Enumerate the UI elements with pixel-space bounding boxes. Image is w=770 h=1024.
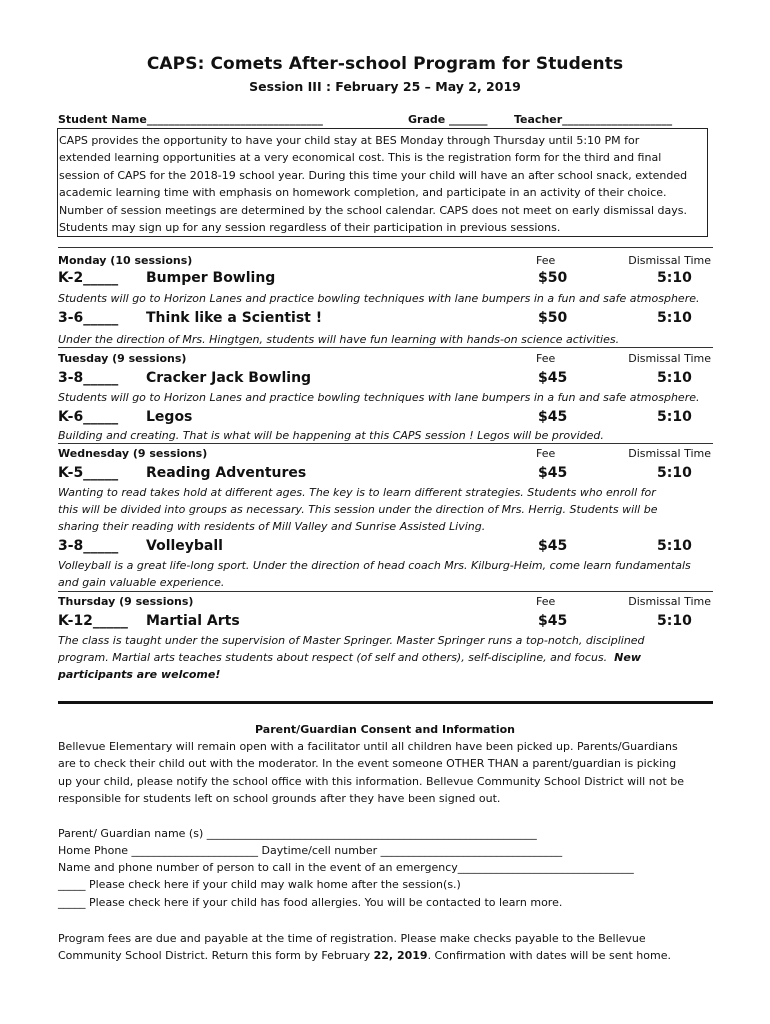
course-fee: $50 — [538, 310, 568, 326]
course-description: Students will go to Horizon Lanes and practice bowling techniques with lane bumpers in a fun and safe atmosphere. — [58, 292, 700, 305]
course-fee: $45 — [538, 409, 568, 425]
dismissal-column-label: Dismissal Time — [628, 447, 711, 460]
page-title: CAPS: Comets After-school Program for Students — [146, 54, 624, 74]
course-description: Students will go to Horizon Lanes and practice bowling techniques with lane bumpers in a fun and safe atmosphere. — [58, 391, 700, 404]
course-time: 5:10 — [657, 465, 692, 481]
course-cracker-jack-bowling — [58, 370, 713, 388]
intro-box — [57, 128, 708, 237]
consent-title: Parent/Guardian Consent and Information — [255, 723, 515, 736]
intro-line: extended learning opportunities at a very economical cost. This is the registration form for the third and final — [59, 151, 662, 165]
fee-column-label: Fee — [536, 595, 556, 608]
course-description: The class is taught under the supervision of Master Springer. Master Springer runs a top-notch, disciplined program. Martial arts teaches students about respect (of self and others), self-discipline, and focus. New participants are welcome! — [58, 634, 645, 681]
course-time: 5:10 — [657, 310, 692, 326]
fee-column-label: Fee — [536, 352, 556, 365]
intro-line: CAPS provides the opportunity to have your child stay at BES Monday through Thursday until 5:10 PM for — [59, 134, 640, 147]
course-name: Volleyball — [146, 538, 223, 554]
course-description: Building and creating. That is what will be happening at this CAPS session ! Legos will be provided. — [58, 429, 604, 442]
course-legos — [58, 409, 713, 427]
grade-blank[interactable]: K-5_____ — [58, 465, 119, 481]
course-fee: $45 — [538, 465, 568, 481]
emergency-contact-field[interactable]: Name and phone number of person to call in the event of an emergency________________________________ — [58, 861, 634, 874]
course-fee: $45 — [538, 613, 568, 629]
course-name: Think like a Scientist ! — [146, 310, 323, 326]
course-martial-arts — [58, 613, 713, 631]
bold-note: participants are welcome! — [58, 668, 221, 681]
guardian-name-field[interactable]: Parent/ Guardian name (s) ____________________________________________________________ — [58, 827, 537, 840]
course-fee: $45 — [538, 538, 568, 554]
course-bumper-bowling — [58, 270, 713, 288]
section-divider — [58, 701, 713, 704]
bold-note: New — [614, 651, 642, 664]
course-name: Martial Arts — [146, 613, 240, 629]
food-allergies-checkbox-line[interactable]: _____ Please check here if your child has food allergies. You will be contacted to learn more. — [58, 896, 563, 909]
intro-line: Students may sign up for any session regardless of their participation in previous sessions. — [59, 221, 561, 235]
grade-blank[interactable]: K-12_____ — [58, 613, 128, 629]
divider — [58, 443, 713, 444]
course-time: 5:10 — [657, 370, 692, 386]
return-deadline: 22, 2019 — [373, 949, 428, 963]
day-heading-monday: Monday (10 sessions) Fee Dismissal Time — [58, 254, 711, 267]
walk-home-checkbox-line[interactable]: _____ Please check here if your child may walk home after the session(s.) — [58, 878, 461, 891]
course-description: Under the direction of Mrs. Hingtgen, students will have fun learning with hands-on science activities. — [58, 333, 620, 346]
course-time: 5:10 — [657, 613, 692, 629]
course-description: Volleyball is a great life-long sport. Under the direction of head coach Mrs. Kilburg-Heim, come learn fundamentals and gain valuable experience. — [58, 559, 691, 589]
day-heading-tuesday: Tuesday (9 sessions) Fee Dismissal Time — [58, 352, 711, 365]
session-dates: Session III : February 25 – May 2, 2019 — [249, 79, 521, 94]
course-time: 5:10 — [657, 538, 692, 554]
day-heading-thursday: Thursday (9 sessions) Fee Dismissal Time — [58, 595, 711, 608]
fee-column-label: Fee — [536, 254, 556, 267]
course-name: Bumper Bowling — [146, 270, 276, 286]
dismissal-column-label: Dismissal Time — [628, 595, 711, 608]
course-time: 5:10 — [657, 270, 692, 286]
course-name: Legos — [146, 409, 193, 425]
course-volleyball — [58, 538, 713, 556]
fee-column-label: Fee — [536, 447, 556, 460]
divider — [58, 247, 713, 248]
course-time: 5:10 — [657, 409, 692, 425]
course-description: Wanting to read takes hold at different ages. The key is to learn different strategies. Students who enroll for this will be divided into groups as necessary. This session under the direction of Mrs. Herrig. Students will be sharing their reading with residents of Mill Valley and Sunrise Assisted Living. — [58, 486, 658, 533]
grade-blank[interactable]: K-6_____ — [58, 409, 119, 425]
course-name: Reading Adventures — [146, 465, 307, 481]
grade-blank[interactable]: 3-6_____ — [58, 310, 119, 326]
student-name-field[interactable]: Student Name________________________________ — [58, 113, 323, 126]
grade-blank[interactable]: K-2_____ — [58, 270, 119, 286]
fees-note: Program fees are due and payable at the time of registration. Please make checks payable to the Bellevue Community School District. Return this form by February 22, 2019. Confirmation with dates will be sent home. — [58, 932, 671, 963]
dismissal-column-label: Dismissal Time — [628, 352, 711, 365]
day-heading-wednesday: Wednesday (9 sessions) Fee Dismissal Time — [58, 447, 711, 460]
course-think-like-a-scientist — [58, 310, 713, 328]
phone-fields[interactable]: Home Phone _______________________ Daytime/cell number _________________________________ — [58, 844, 563, 857]
consent-body: Bellevue Elementary will remain open with a facilitator until all children have been picked up. Parents/Guardians are to check their child out with the moderator. In the event someone OTHER THAN a parent/guardian is picking up your child, please notify the school office with this information. Bellevue Community School District will not be responsible for students left on school grounds after they have been signed out. — [58, 740, 685, 806]
teacher-field[interactable]: Teacher____________________ — [514, 113, 673, 126]
course-reading-adventures — [58, 465, 713, 483]
grade-field[interactable]: Grade _______ — [408, 113, 488, 126]
intro-line: academic learning time with emphasis on homework completion, and participate in an activity of their choice. — [59, 186, 667, 200]
course-fee: $50 — [538, 270, 568, 286]
intro-line: session of CAPS for the 2018-19 school year. During this time your child will have an after school snack, extended — [59, 168, 688, 182]
intro-line: Number of session meetings are determined by the school calendar. CAPS does not meet on early dismissal days. — [59, 203, 687, 217]
course-name: Cracker Jack Bowling — [146, 370, 312, 386]
divider — [58, 591, 713, 592]
grade-blank[interactable]: 3-8_____ — [58, 538, 119, 554]
divider — [58, 347, 713, 348]
grade-blank[interactable]: 3-8_____ — [58, 370, 119, 386]
course-fee: $45 — [538, 370, 568, 386]
dismissal-column-label: Dismissal Time — [628, 254, 711, 267]
